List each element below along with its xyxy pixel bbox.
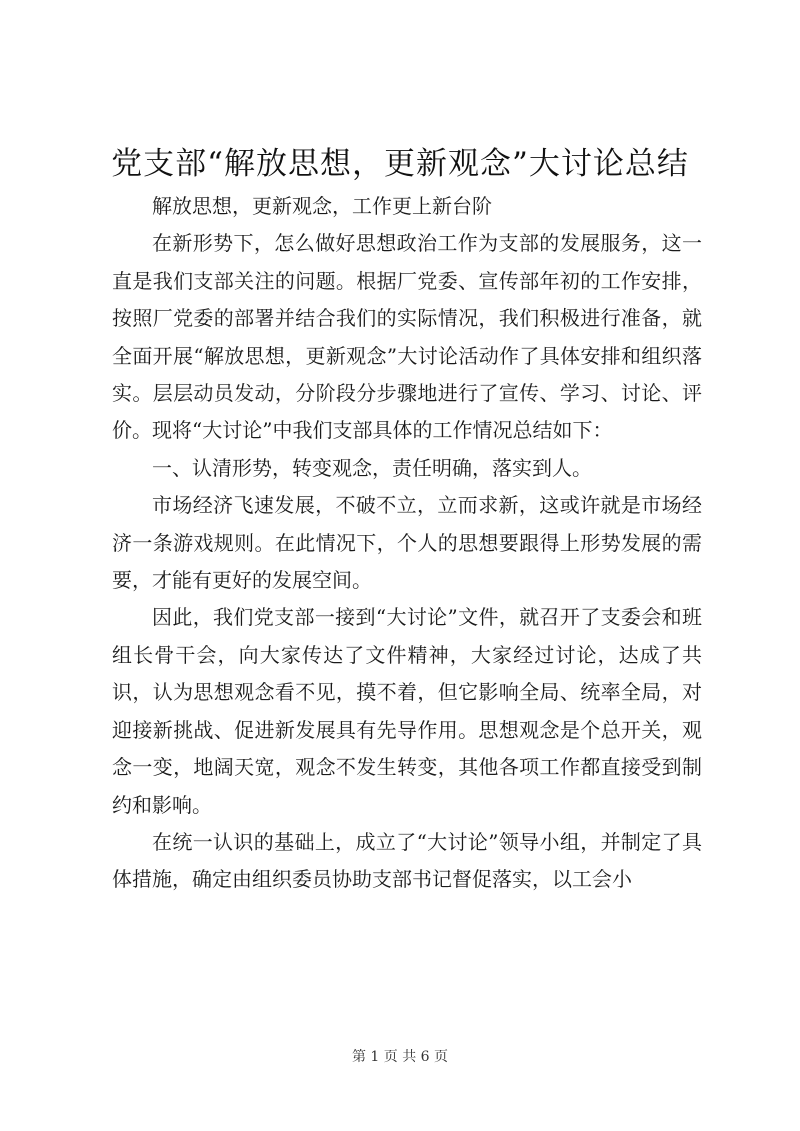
subtitle-paragraph: 解放思想，更新观念，工作更上新台阶 [152,194,492,218]
section-heading: 一、认清形势，转变观念，责任明确，落实到人。 [152,455,592,480]
body-paragraph: 因此，我们党支部一接到“大讨论”文件，就召开了支委会和班组长骨干会，向大家传达了文件精神，大家经过讨论，达成了共识，认为思想观念看不见，摸不着，但它影响全局、统率全局，对迎接新挑战、促进新发展具有先导作用。思想观念是个总开关，观念一变，地阔天宽，观念不发生转变，其他各项工作都直接受到制约和影响。 [112,605,702,817]
page-footer: 第 1 页 共 6 页 [351,1049,449,1065]
document-body [112,188,702,899]
body-paragraph: 在新形势下，怎么做好思想政治工作为支部的发展服务，这一直是我们支部关注的问题。根据厂党委、宣传部年初的工作安排，按照厂党委的部署并结合我们的实际情况，我们积极进行准备，就全面开展“解放思想，更新观念”大讨论活动作了具体安排和组织落实。层层动员发动，分阶段分步骤地进行了宣传、学习、讨论、评价。现将“大讨论”中我们支部具体的工作情况总结如下： [112,231,702,443]
body-paragraph: 市场经济飞速发展，不破不立，立而求新，这或许就是市场经济一条游戏规则。在此情况下，个人的思想要跟得上形势发展的需要，才能有更好的发展空间。 [112,493,702,593]
body-paragraph: 在统一认识的基础上，成立了“大讨论”领导小组，并制定了具体措施，确定由组织委员协助支部书记督促落实，以工会小 [112,829,702,892]
document-title: 党支部“解放思想，更新观念”大讨论总结 [111,146,689,182]
